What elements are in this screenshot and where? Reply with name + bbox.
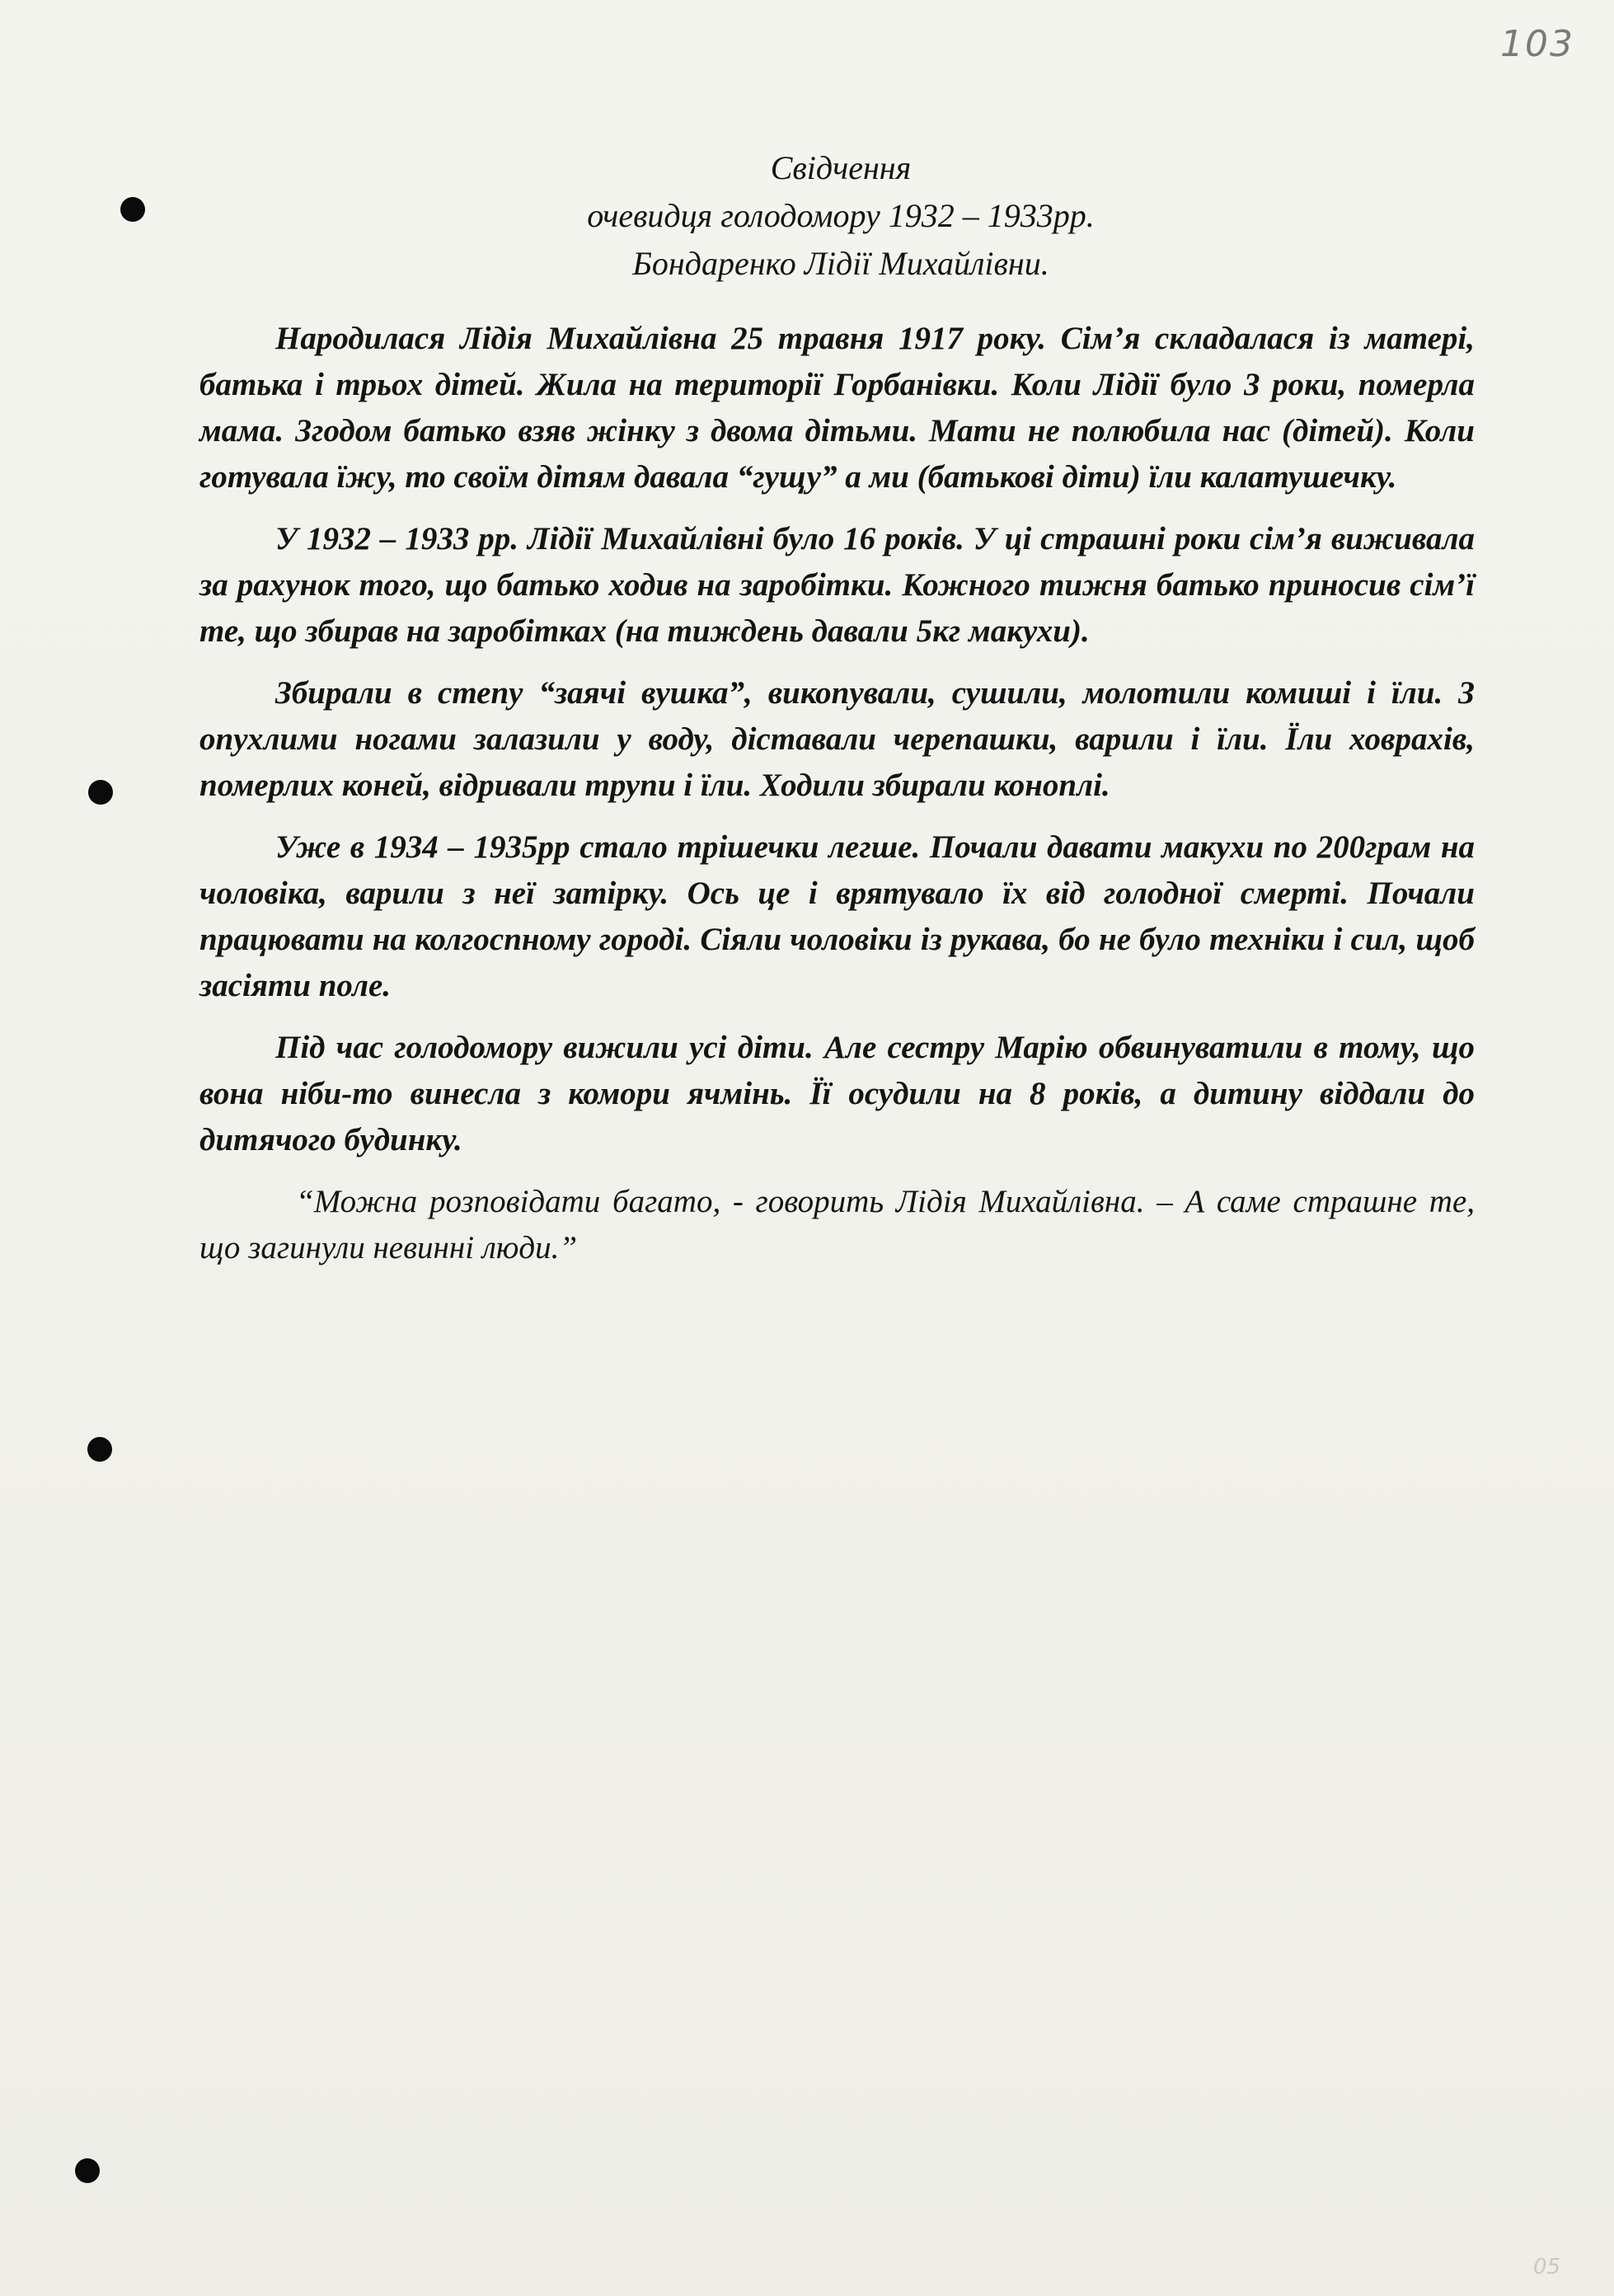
- closing-quote: [199, 1179, 1475, 1271]
- document-header: [396, 144, 1286, 288]
- paragraph: Збирали в степу “заячі вушка”, викопували, сушили, молотили комиші і їли. З опухлими ногами залазили у воду, діставали черепашки, варили і їли. Їли ховрахів, померлих коней, відривали трупи і їли. Ходили збирали коноплі.: [199, 675, 1475, 803]
- punch-hole-icon: [87, 1437, 112, 1462]
- handwritten-page-number: 103: [1500, 23, 1574, 65]
- paragraph: У 1932 – 1933 рр. Лідії Михайлівні було 16 років. У ці страшні роки сім’я виживала за рахунок того, що батько ходив на заробітки. Кожного тижня батько приносив сім’ї те, що збирав на заробітках (на тиждень давали 5кг макухи).: [199, 521, 1475, 649]
- punch-hole-icon: [75, 2158, 100, 2183]
- punch-hole-icon: [88, 780, 113, 805]
- paragraph: Під час голодомору вижили усі діти. Але сестру Марію обвинуватили в тому, що вона ніби-то винесла з комори ячмінь. Її осудили на 8 років, а дитину віддали до дитячого будинку.: [199, 1030, 1475, 1157]
- punch-hole-icon: [120, 197, 145, 222]
- faint-corner-mark: 05: [1533, 2255, 1561, 2280]
- paragraph: Уже в 1934 – 1935рр стало трішечки легше. Почали давати макухи по 200грам на чоловіка, варили з неї затірку. Ось це і врятувало їх від голодної смерті. Почали працювати на колгоспному городі. Сіяли чоловіки із рукава, бо не було техніки і сил, щоб засіяти поле.: [199, 829, 1475, 1003]
- header-witness-name: Бондаренко Лідії Михайлівни.: [632, 245, 1049, 282]
- header-title: Свідчення: [770, 149, 912, 186]
- testimony-body: [199, 316, 1475, 1287]
- header-subtitle: очевидця голодомору 1932 – 1933рр.: [587, 197, 1095, 234]
- paragraph: Народилася Лідія Михайлівна 25 травня 1917 року. Сім’я складалася із матері, батька і трьох дітей. Жила на території Горбанівки. Коли Лідії було 3 роки, померла мама. Згодом батько взяв жінку з двома дітьми. Мати не полюбила нас (дітей). Коли готувала їжу, то своїм дітям давала “гущу” а ми (батькові діти) їли калатушечку.: [199, 321, 1475, 495]
- quote-text: “Можна розповідати багато, - говорить Лідія Михайлівна. – А саме страшне те, що загинули невинні люди.”: [199, 1184, 1475, 1265]
